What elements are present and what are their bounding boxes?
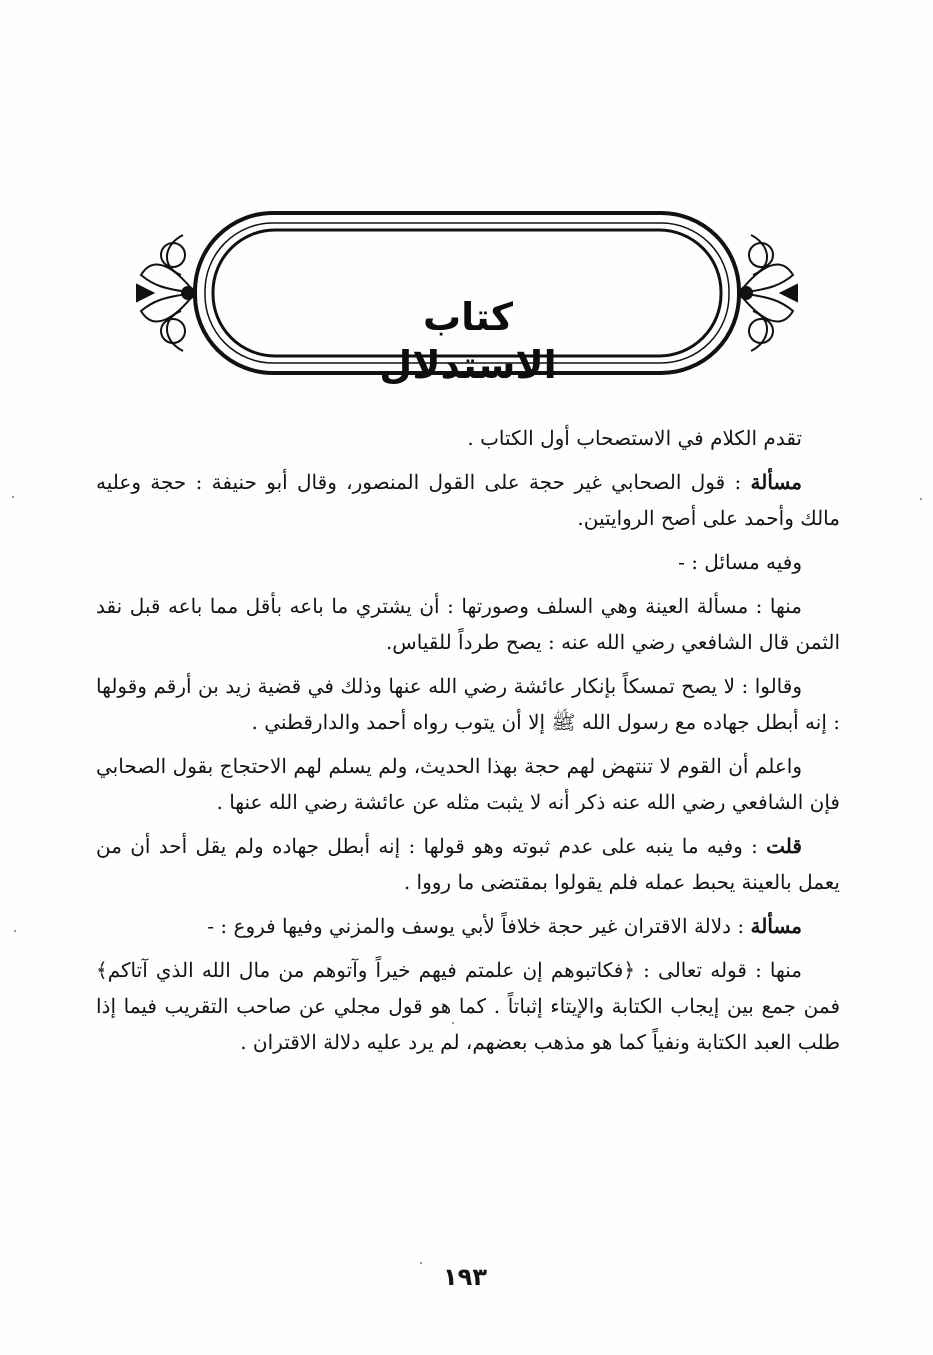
paragraph-label: قلت xyxy=(766,834,802,858)
scan-speck xyxy=(920,498,922,500)
paragraph xyxy=(96,828,840,900)
body-text xyxy=(96,420,840,1068)
paragraph xyxy=(96,544,840,580)
paragraph-label: مسألة xyxy=(750,470,802,494)
paragraph xyxy=(96,952,840,1060)
paragraph-text: : وفيه ما ينبه على عدم ثبوته وهو قولها : إنه أبطل جهاده ولم يقل أحد أن من يعمل بالعينة يحبط عمله فلم يقولوا بمقتضى ما رووا . xyxy=(96,834,840,894)
paragraph-text: واعلم أن القوم لا تنتهض لهم حجة بهذا الحديث، ولم يسلم لهم الاحتجاج بقول الصحابي فإن الشافعي رضي الله عنه ذكر أنه لا يثبت مثله عن عائشة رضي الله عنها . xyxy=(96,754,840,814)
scan-speck xyxy=(12,496,14,498)
title-cartouche xyxy=(133,205,801,385)
scan-speck xyxy=(420,1262,422,1264)
paragraph-text: : قول الصحابي غير حجة على القول المنصور، وقال أبو حنيفة : حجة وعليه مالك وأحمد على أصح الروايتين. xyxy=(96,470,840,530)
scan-speck xyxy=(452,1022,454,1024)
paragraph-text: : دلالة الاقتران غير حجة خلافاً لأبي يوسف والمزني وفيها فروع : - xyxy=(207,914,751,938)
paragraph xyxy=(96,464,840,536)
paragraph xyxy=(96,420,840,456)
page-number: ١٩٣ xyxy=(443,1263,487,1291)
paragraph-text: منها : مسألة العينة وهي السلف وصورتها : أن يشتري ما باعه بأقل مما باعه قبل نقد الثمن قال الشافعي رضي الله عنه : يصح طرداً للقياس. xyxy=(96,594,840,654)
chapter-title: كتاب الاستدلال xyxy=(379,295,557,387)
paragraph-label: مسألة xyxy=(750,914,802,938)
paragraph-text: منها : قوله تعالى : ﴿فكاتبوهم إن علمتم فيهم خيراً وآتوهم من مال الله الذي آتاكم﴾ فمن جمع بين إيجاب الكتابة والإيتاء إثباتاً . كما هو قول مجلي عن صاحب التقريب فيما إذا طلب العبد الكتابة ونفياً كما هو مذهب بعضهم، لم يرد عليه دلالة الاقتران . xyxy=(96,958,840,1054)
paragraph-text: تقدم الكلام في الاستصحاب أول الكتاب . xyxy=(467,426,802,450)
paragraph xyxy=(96,908,840,944)
paragraph xyxy=(96,668,840,740)
paragraph xyxy=(96,588,840,660)
paragraph-text: وفيه مسائل : - xyxy=(678,550,802,574)
scan-speck xyxy=(14,930,16,932)
paragraph xyxy=(96,748,840,820)
paragraph-text: وقالوا : لا يصح تمسكاً بإنكار عائشة رضي الله عنها وذلك في قضية زيد بن أرقم وقولها : إنه أبطل جهاده مع رسول الله ﷺ إلا أن يتوب رواه أحمد والدارقطني . xyxy=(96,674,840,734)
